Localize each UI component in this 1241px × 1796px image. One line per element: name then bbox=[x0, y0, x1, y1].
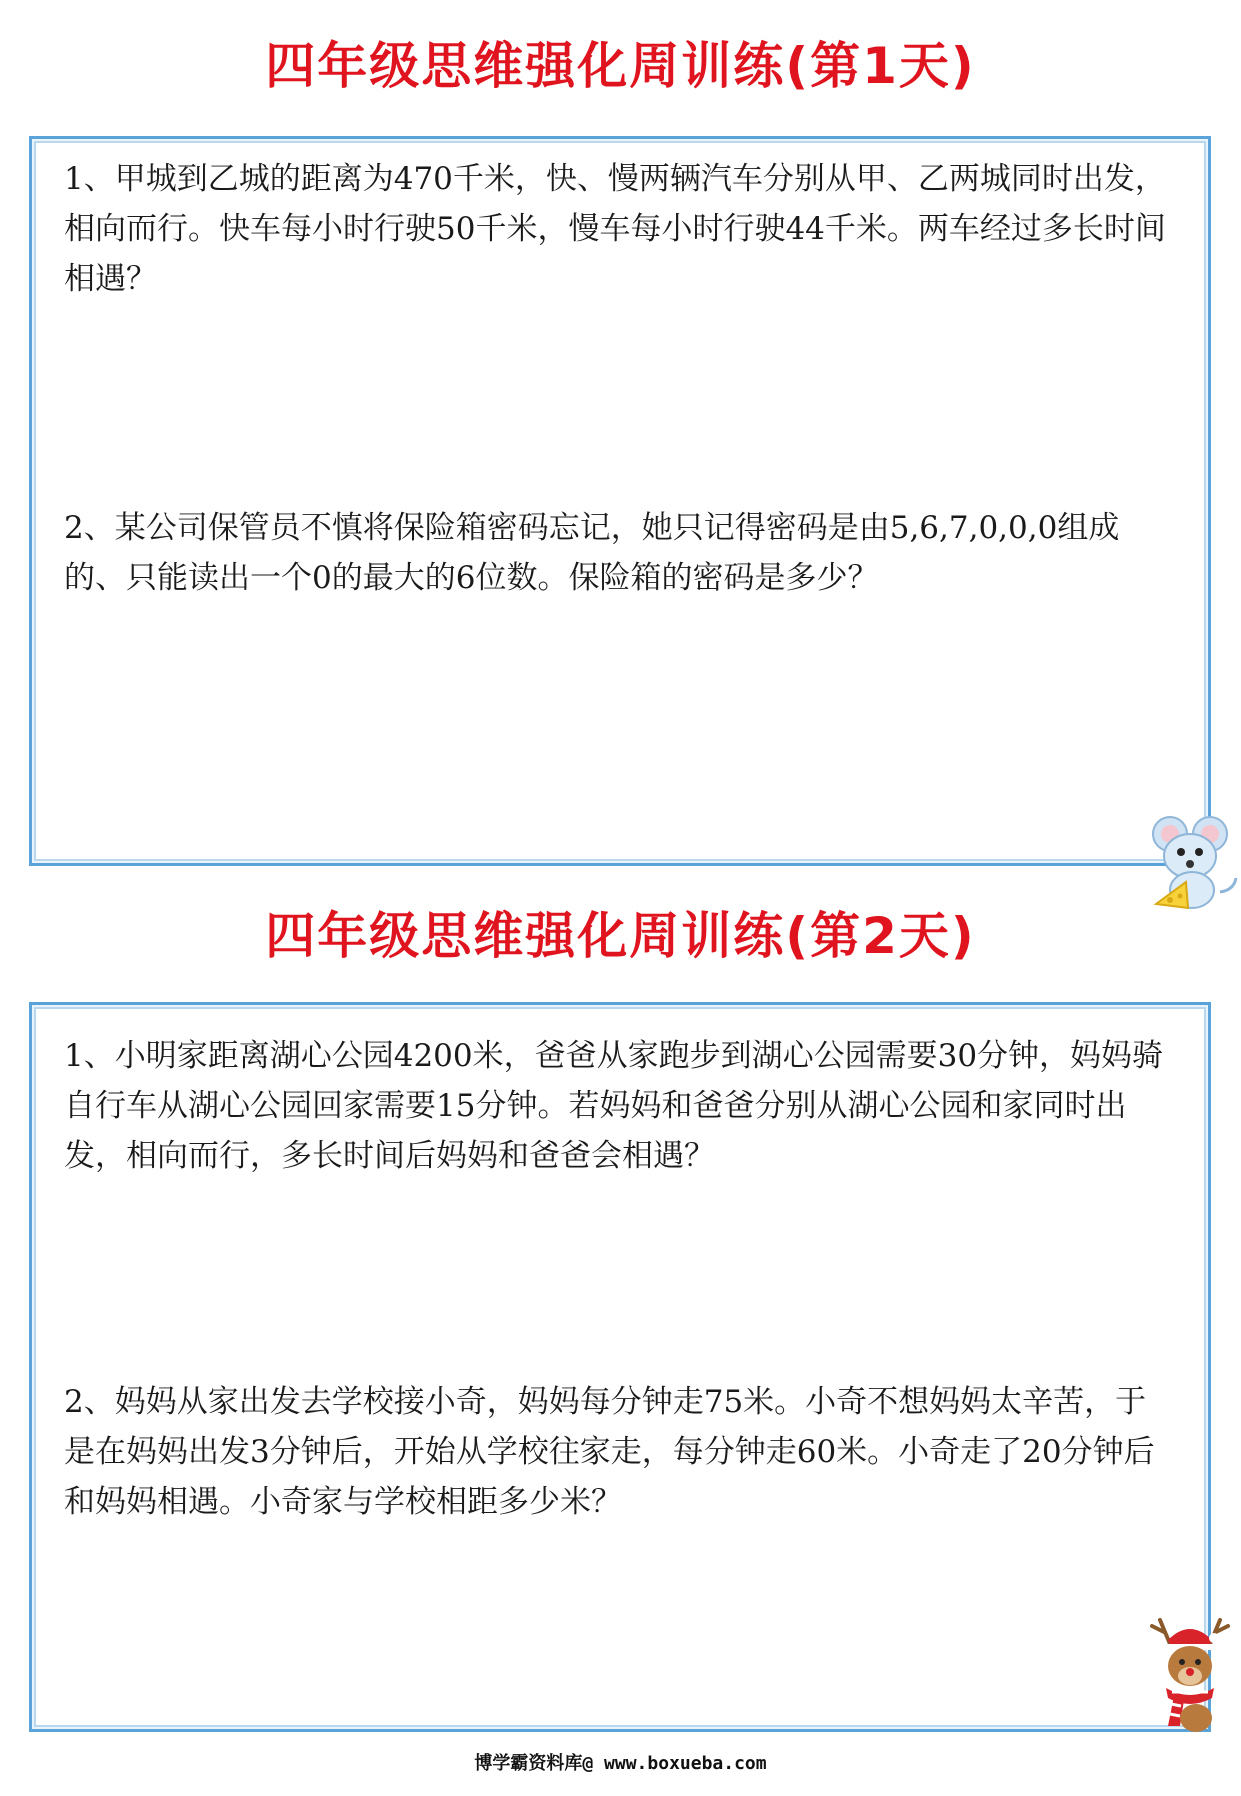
day1-question-1: 1、甲城到乙城的距离为470千米，快、慢两辆汽车分别从甲、乙两城同时出发，相向而行。快车每小时行驶50千米，慢车每小时行驶44千米。两车经过多长时间相遇？ bbox=[64, 161, 1166, 297]
day1-question-2: 2、某公司保管员不慎将保险箱密码忘记，她只记得密码是由5,6,7,0,0,0组成的、只能读出一个0的最大的6位数。保险箱的密码是多少？ bbox=[64, 510, 1120, 596]
day1-title: 四年级思维强化周训练(第1天) bbox=[265, 37, 976, 95]
day2-question-1: 1、小明家距离湖心公园4200米，爸爸从家跑步到湖心公园需要30分钟，妈妈骑自行车从湖心公园回家需要15分钟。若妈妈和爸爸分别从湖心公园和家同时出发，相向而行，多长时间后妈妈和爸爸会相遇？ bbox=[64, 1038, 1164, 1174]
day1-question-card bbox=[29, 136, 1211, 866]
reindeer-icon bbox=[1140, 1614, 1240, 1734]
day2-question-2: 2、妈妈从家出发去学校接小奇，妈妈每分钟走75米。小奇不想妈妈太辛苦，于是在妈妈出发3分钟后，开始从学校往家走，每分钟走60米。小奇走了20分钟后和妈妈相遇。小奇家与学校相距多少米？ bbox=[64, 1384, 1155, 1520]
day2-question-card bbox=[29, 1002, 1211, 1732]
mouse-with-cheese-icon bbox=[1142, 812, 1241, 912]
day2-title: 四年级思维强化周训练(第2天) bbox=[265, 907, 976, 965]
footer-source: 博学霸资料库@ www.boxueba.com bbox=[474, 1753, 767, 1774]
